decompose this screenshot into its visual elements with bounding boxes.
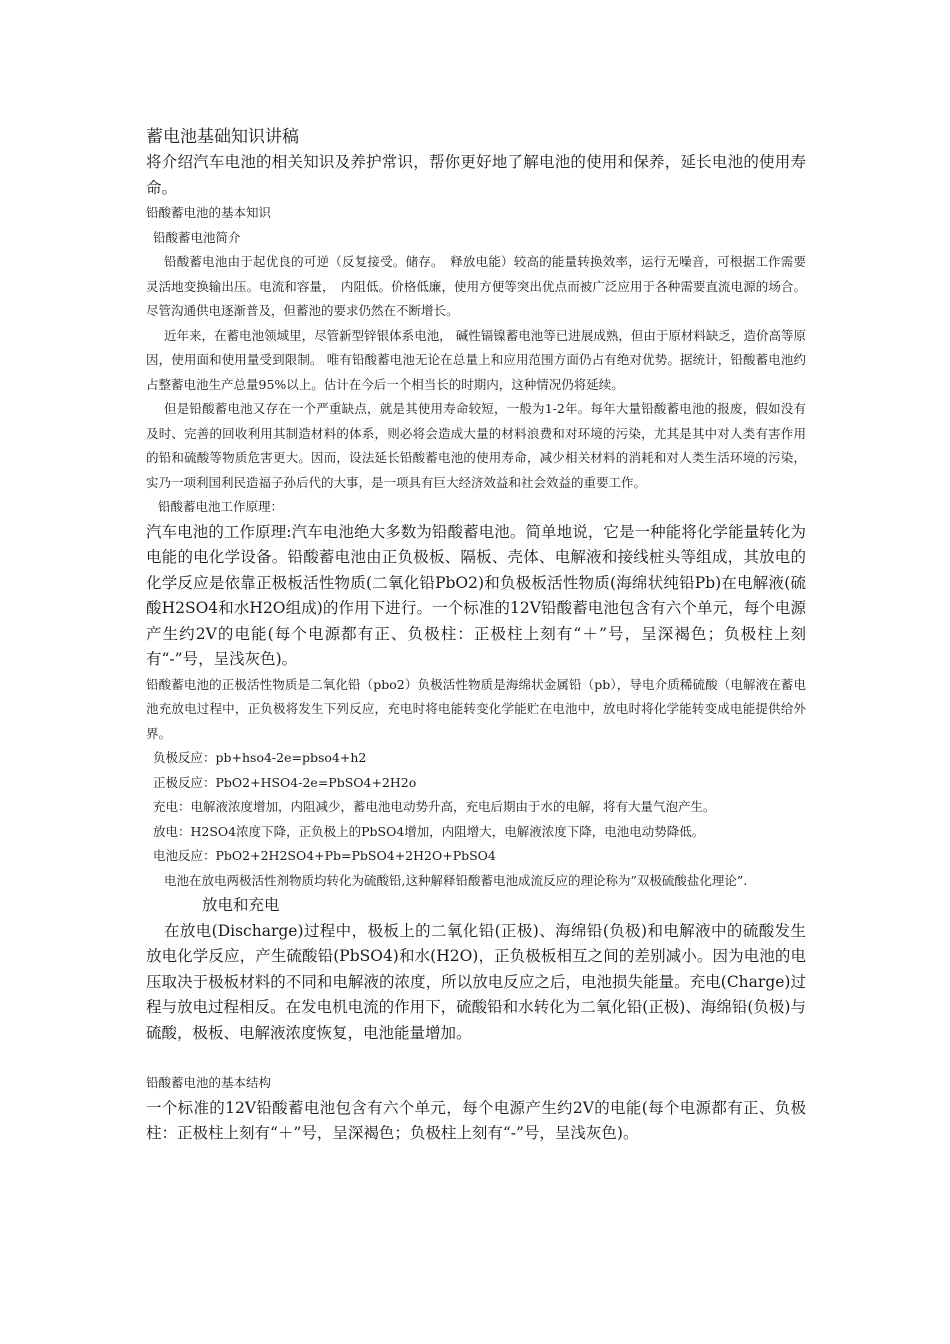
reaction-negative: 负极反应：pb+hso4-2e=pbso4+h2 xyxy=(153,750,367,765)
subheading-working-principle: 铅酸蓄电池工作原理： xyxy=(158,499,284,514)
section-heading-structure: 铅酸蓄电池的基本结构 xyxy=(146,1075,272,1090)
paragraph-active-materials: 铅酸蓄电池的正极活性物质是二氧化铅（pbo2）负极活性物质是海绵状金属铅（pb），导电介质稀硫酸（电解液在蓄电池充放电过程中，正负极将发生下列反应，充电时将电能转变化学能贮在电池中，放电时将化学能转变成电能提供给外界。 xyxy=(146,676,806,741)
paragraph-working-principle: 汽车电池的工作原理:汽车电池绝大多数为铅酸蓄电池。简单地说，它是一种能将化学能量转化为电能的电化学设备。铅酸蓄电池由正负极板、隔板、壳体、电解液和接线桩头等组成，其放电的化学反应是依靠正极板活性物质(二氧化铅PbO2)和负极板活性物质(海绵状纯铅Pb)在电解液(硫酸H2SO4和水H2O组成)的作用下进行。一个标准的12V铅酸蓄电池包含有六个单元，每个电源产生约2V的电能(每个电源都有正、负极柱：正极柱上刻有“＋”号，呈深褐色；负极柱上刻有“-”号，呈浅灰色)。 xyxy=(146,522,806,668)
discharge-description: 放电：H2SO4浓度下降，正负极上的PbSO4增加，内阻增大，电解液浓度下降，电池电动势降低。 xyxy=(153,823,705,839)
paragraph-advantages: 铅酸蓄电池由于起优良的可逆（反复接受。储存。 释放电能）较高的能量转换效率，运行无噪音，可根据工作需要灵活地变换输出压。电流和容量， 内阻低。价格低廉，使用方便等突出优点而被广泛应用于各种需要直流电源的场合。尽管沟通供电逐渐普及，但蓄池的要求仍然在不断增长。 xyxy=(146,254,806,318)
paragraph-structure: 一个标准的12V铅酸蓄电池包含有六个单元，每个电源产生约2V的电能(每个电源都有正、负极柱：正极柱上刻有“＋”号，呈深褐色；负极柱上刻有“-”号，呈浅灰色)。 xyxy=(146,1098,806,1142)
paragraph-double-sulfate-theory: 电池在放电两极活性剂物质均转化为硫酸铅,这种解释铅酸蓄电池成流反应的理论称为”双极硫酸盐化理论”. xyxy=(164,872,748,888)
intro-paragraph: 将介绍汽车电池的相关知识及养护常识，帮你更好地了解电池的使用和保养，延长电池的使用寿命。 xyxy=(146,153,806,197)
reaction-positive: 正极反应：PbO2+HSO4-2e=PbSO4+2H2o xyxy=(153,774,417,790)
document-page xyxy=(146,124,806,1147)
paragraph-discharge-charge: 在放电(Discharge)过程中，极板上的二氧化铅(正极)、海绵铅(负极)和电解液中的硫酸发生放电化学反应，产生硫酸铅(PbSO4)和水(H2O)，正负极板相互之间的差别减小。因为电池的电压取决于极板材料的不同和电解液的浓度，所以放电反应之后，电池损失能量。充电(Charge)过程与放电过程相反。在发电机电流的作用下，硫酸铅和水转化为二氧化铅(正极)、海绵铅(负极)与硫酸，极板、电解液浓度恢复，电池能量增加。 xyxy=(146,921,806,1042)
paragraph-drawbacks: 但是铅酸蓄电池又存在一个严重缺点，就是其使用寿命较短，一般为1-2年。每年大量铅酸蓄电池的报废，假如没有及时、完善的回收利用其制造材料的体系，则必将会造成大量的材料浪费和对环境的污染，尤其是其中对人类有害作用的铅和硫酸等物质危害更大。因而，设法延长铅酸蓄电池的使用寿命，减少相关材料的消耗和对人类生活环境的污染，实乃一项利国利民造福子孙后代的大事，是一项具有巨大经济效益和社会效益的重要工作。 xyxy=(146,401,806,490)
subheading-intro: 铅酸蓄电池简介 xyxy=(153,229,241,245)
subheading-discharge-charge: 放电和充电 xyxy=(202,896,280,914)
paragraph-recent-years: 近年来，在蓄电池领域里，尽管新型锌银体系电池， 碱性镉镍蓄电池等已进展成熟，但由于原材料缺乏，造价高等原因，使用面和使用量受到限制。 唯有铅酸蓄电池无论在总量上和应用范围方面仍占有绝对优势。据统计，铅酸蓄电池约占整蓄电池生产总量95%以上。估计在今后一个相当长的时期内，这种情况仍将延续。 xyxy=(146,327,806,392)
document-title: 蓄电池基础知识讲稿 xyxy=(146,127,299,147)
battery-reaction: 电池反应：PbO2+2H2SO4+Pb=PbSO4+2H2O+PbSO4 xyxy=(153,848,496,863)
section-heading-basics: 铅酸蓄电池的基本知识 xyxy=(146,205,272,220)
charge-description: 充电：电解液浓度增加，内阻减少，蓄电池电动势升高，充电后期由于水的电解，将有大量气泡产生。 xyxy=(153,799,716,814)
